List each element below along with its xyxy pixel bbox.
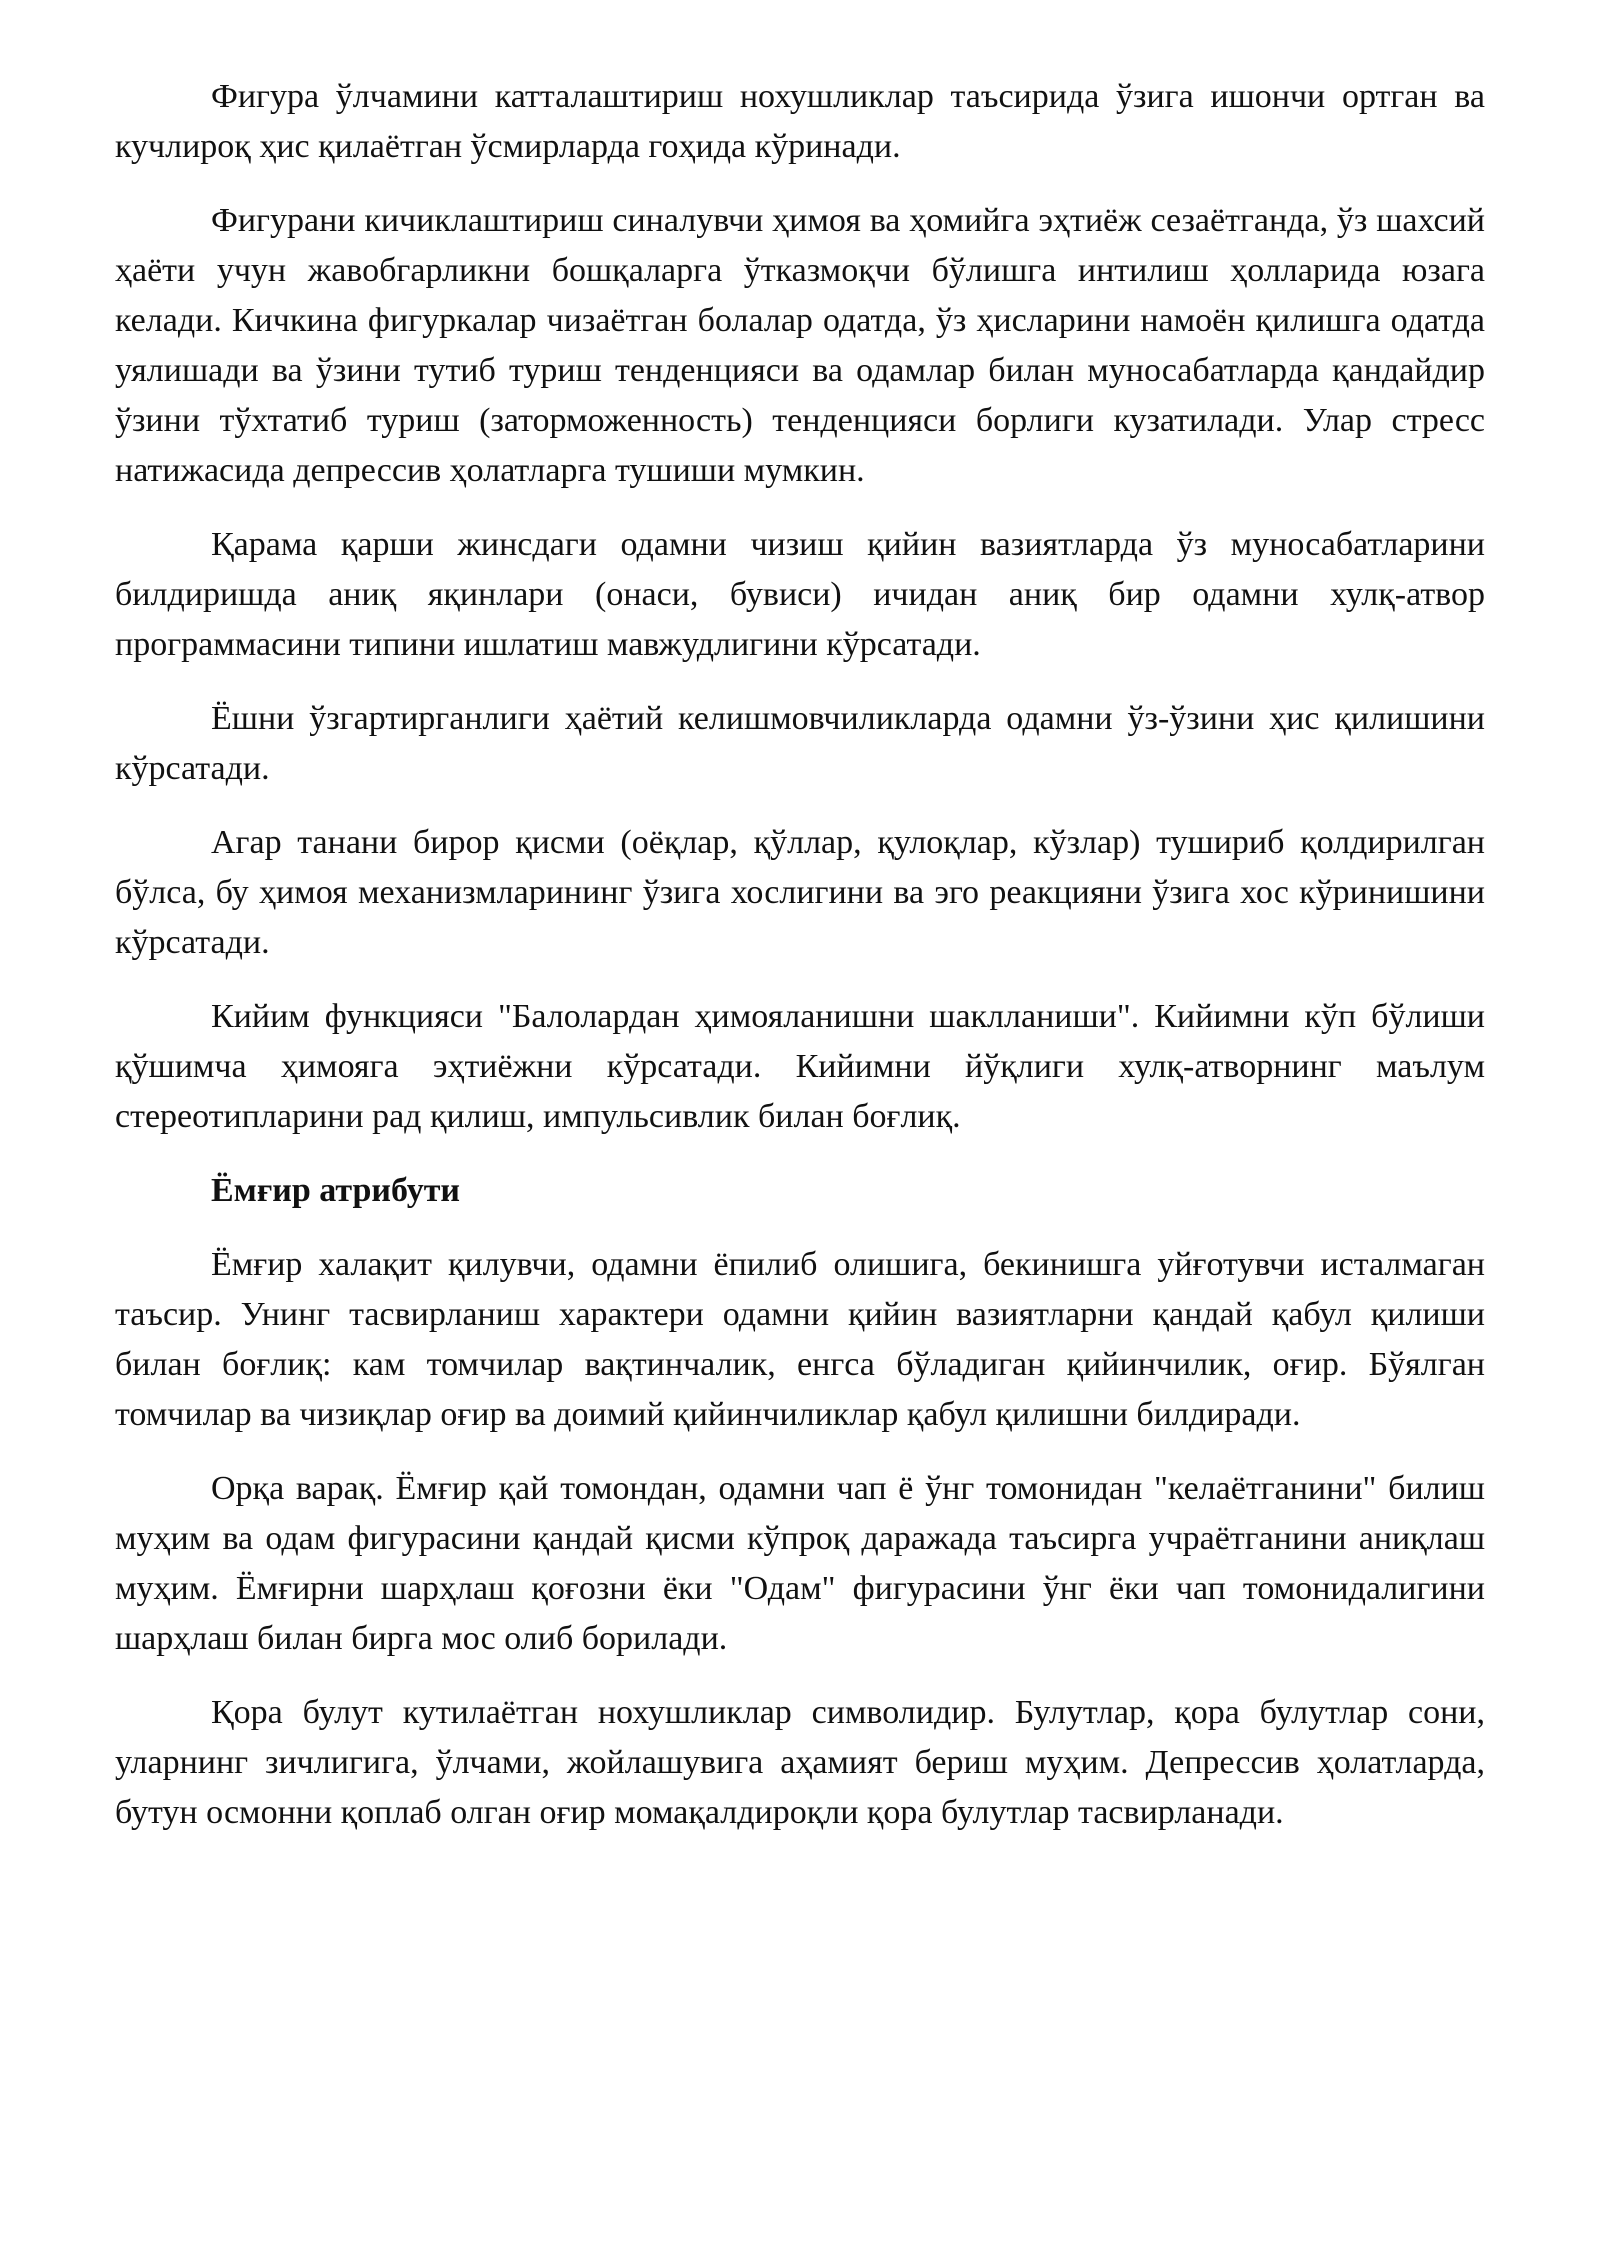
paragraph-figure-reduction: Фигурани кичиклаштириш синалувчи ҳимоя ва ҳомийга эҳтиёж сезаётганда, ўз шахсий ҳаёти учун жавобгарликни бошқаларга ўтказмоқчи бўлишга интилиш ҳолларида юзага келади. Кичкина фигуркалар чизаётган болалар одатда, ўз ҳисларини намоён қилишга одатда уялишади ва ўзини тутиб туриш тенденцияси ва одамлар билан муносабатларда қандайдир ўзини тўхтатиб туриш (заторможенность) тенденцияси борлиги кузатилади. Улар стресс натижасида депрессив ҳолатларга тушиши мумкин. (115, 202, 1485, 489)
paragraph-figure-enlargement: Фигура ўлчамини катталаштириш нохушликлар таъсирида ўзига ишончи ортган ва кучлироқ ҳис қилаётган ўсмирларда гоҳида кўринади. (115, 78, 1485, 165)
paragraph-omitted-body-parts: Агар танани бирор қисми (оёқлар, қўллар, қулоқлар, кўзлар) тушириб қолдирилган бўлса, бу ҳимоя механизмларининг ўзига хослигини ва эго реакцияни ўзига хос кўринишини кўрсатади. (115, 824, 1485, 961)
document-page (115, 72, 1485, 1862)
paragraph-dark-cloud: Қора булут кутилаётган нохушликлар символидир. Булутлар, қора булутлар сони, уларнинг зичлигига, ўлчами, жойлашувига аҳамият бериш муҳим. Депрессив ҳолатларда, бутун осмонни қоплаб олган оғир момақалдироқли қора булутлар тасвирланади. (115, 1694, 1485, 1831)
paragraph-opposite-sex: Қарама қарши жинсдаги одамни чизиш қийин вазиятларда ўз муносабатларини билдиришда аниқ яқинлари (онаси, бувиси) ичидан аниқ бир одамни хулқ-атвор программасини типини ишлатиш мавжудлигини кўрсатади. (115, 526, 1485, 663)
paragraph-clothing-function: Кийим функцияси "Балолардан ҳимояланишни шаклланиши". Кийимни кўп бўлиши қўшимча ҳимояга эҳтиёжни кўрсатади. Кийимни йўқлиги хулқ-атворнинг маълум стереотипларини рад қилиш, импульсивлик билан боғлиқ. (115, 998, 1485, 1135)
paragraph-back-sheet: Орқа варақ. Ёмғир қай томондан, одамни чап ё ўнг томонидан "келаётганини" билиш муҳим ва одам фигурасини қандай қисми кўпроқ даражада таъсирга учраётганини аниқлаш муҳим. Ёмғирни шарҳлаш қоғозни ёки "Одам" фигурасини ўнг ёки чап томонидалигини шарҳлаш билан бирга мос олиб борилади. (115, 1470, 1485, 1657)
section-heading: Ёмғир атрибути (211, 1172, 461, 1209)
paragraph-rain: Ёмғир халақит қилувчи, одамни ёпилиб олишига, бекинишга уйғотувчи исталмаган таъсир. Унинг тасвирланиш характери одамни қийин вазиятларни қандай қабул қилиши билан боғлиқ: кам томчилар вақтинчалик, енгса бўладиган қийинчилик, оғир. Бўялган томчилар ва чизиқлар оғир ва доимий қийинчиликлар қабул қилишни билдиради. (115, 1246, 1485, 1433)
paragraph-age-change: Ёшни ўзгартирганлиги ҳаётий келишмовчиликларда одамни ўз-ўзини ҳис қилишини кўрсатади. (115, 700, 1485, 787)
